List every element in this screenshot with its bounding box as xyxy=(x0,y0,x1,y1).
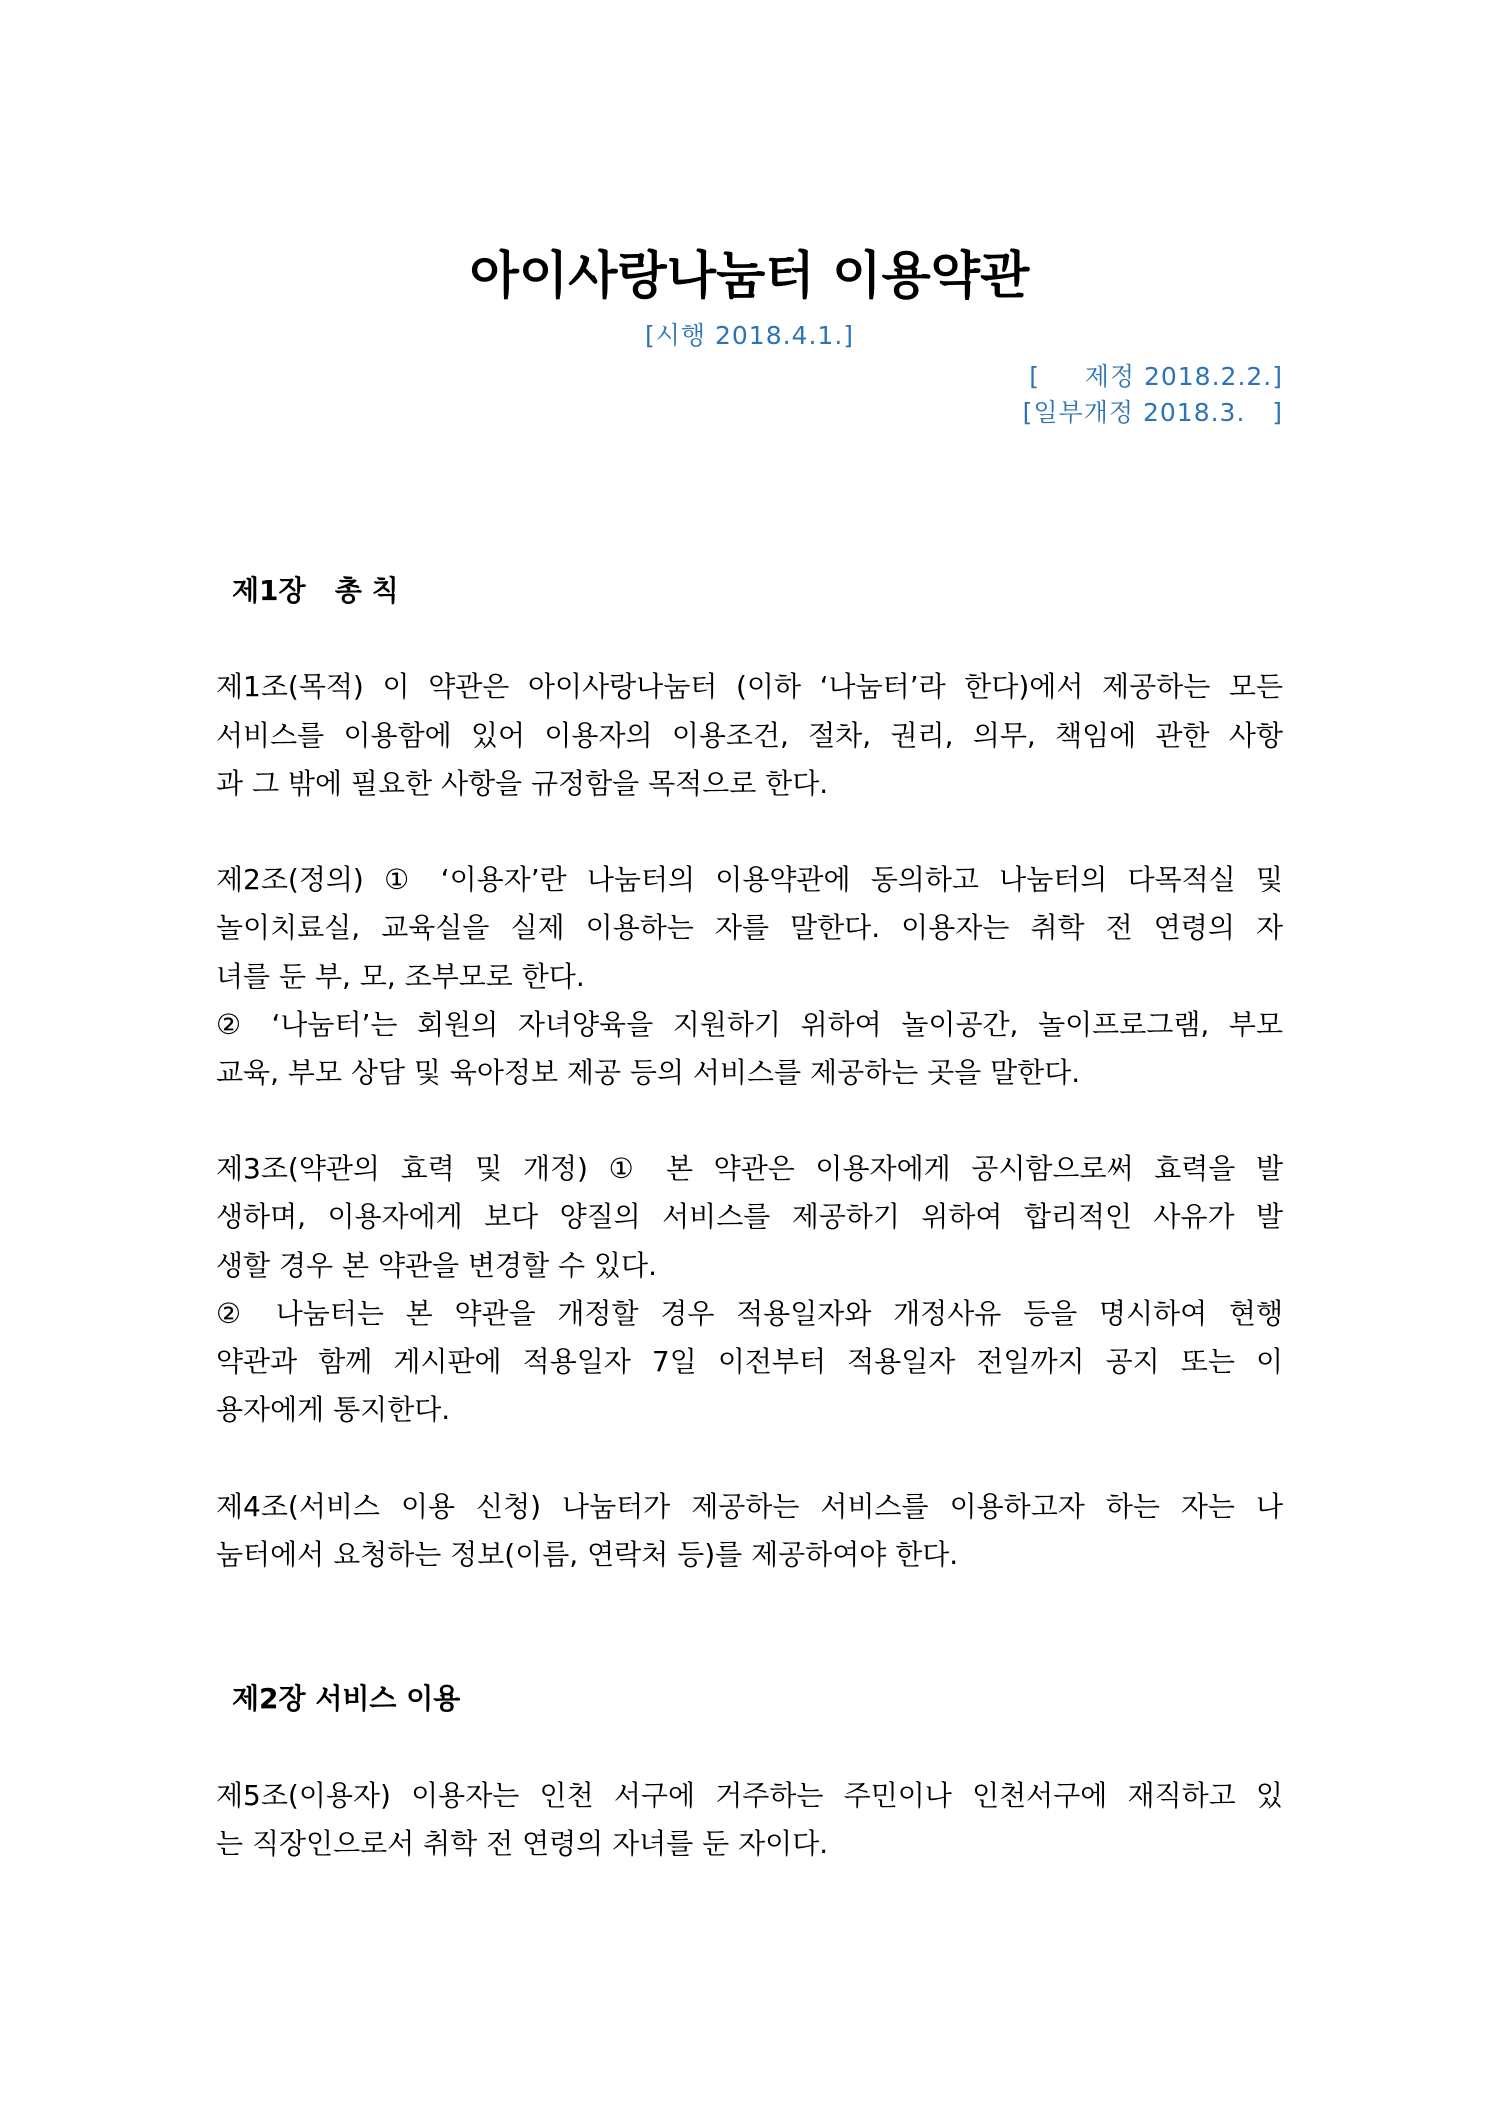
chapter-heading: 제2장 서비스 이용 xyxy=(232,1682,461,1716)
article-line: 과 그 밖에 필요한 사항을 규정함을 목적으로 한다. xyxy=(216,766,829,800)
document-title: 아이사랑나눔터 이용약관 xyxy=(469,247,1030,306)
blank-line xyxy=(216,808,1283,856)
article-line: 서비스를 이용함에 있어 이용자의 이용조건, 절차, 권리, 의무, 책임에 관한 사항 xyxy=(216,718,1283,752)
article-line: 제1조(목적) 이 약관은 아이사랑나눔터 (이하 ‘나눔터’라 한다)에서 제공하는 모든 xyxy=(216,670,1283,704)
article-line: 생할 경우 본 약관을 변경할 수 있다. xyxy=(216,1248,657,1282)
article-line: ② ‘나눔터’는 회원의 자녀양육을 지원하기 위하여 놀이공간, 놀이프로그램, 부모 xyxy=(216,1007,1283,1041)
blank-line xyxy=(216,1579,1283,1627)
enacted-date: [ 제정 2018.2.2.] xyxy=(1029,362,1283,391)
article-line: 녀를 둔 부, 모, 조부모로 한다. xyxy=(216,959,585,993)
article-line: 용자에게 통지한다. xyxy=(216,1393,451,1427)
article-line: 제2조(정의) ① ‘이용자’란 나눔터의 이용약관에 동의하고 나눔터의 다목적실 및 xyxy=(216,863,1283,897)
article-4-service-application xyxy=(216,1483,1283,1579)
article-line: 생하며, 이용자에게 보다 양질의 서비스를 제공하기 위하여 합리적인 사유가 발 xyxy=(216,1200,1283,1234)
blank-line xyxy=(216,1434,1283,1482)
amended-date: [일부개정 2018.3. ] xyxy=(1022,398,1283,427)
article-line: 제4조(서비스 이용 신청) 나눔터가 제공하는 서비스를 이용하고자 하는 자는 나 xyxy=(216,1489,1283,1523)
article-line: 약관과 함께 게시판에 적용일자 7일 이전부터 적용일자 전일까지 공지 또는 이 xyxy=(216,1345,1283,1378)
article-line: ② 나눔터는 본 약관을 개정할 경우 적용일자와 개정사유 등을 명시하여 현행 xyxy=(216,1296,1283,1330)
blank-line xyxy=(216,1627,1283,1675)
chapter-2 xyxy=(216,1675,1283,1868)
article-3-effect-and-amendment xyxy=(216,1145,1283,1434)
article-line: 제5조(이용자) 이용자는 인천 서구에 거주하는 주민이나 인천서구에 재직하고 있 xyxy=(216,1778,1283,1812)
article-line: 놀이치료실, 교육실을 실제 이용하는 자를 말한다. 이용자는 취학 전 연령의 자 xyxy=(216,911,1283,945)
article-2-definitions xyxy=(216,856,1283,1097)
document-body xyxy=(216,567,1283,1868)
article-line: 제3조(약관의 효력 및 개정) ① 본 약관은 이용자에게 공시함으로써 효력을 발 xyxy=(216,1152,1283,1186)
blank-line xyxy=(216,1097,1283,1145)
article-line: 는 직장인으로서 취학 전 연령의 자녀를 둔 자이다. xyxy=(216,1826,829,1860)
article-5-users xyxy=(216,1772,1283,1868)
article-line: 눔터에서 요청하는 정보(이름, 연락처 등)를 제공하여야 한다. xyxy=(216,1537,959,1571)
article-1-purpose xyxy=(216,663,1283,808)
effective-date: [시행 2018.4.1.] xyxy=(644,321,855,350)
chapter-1 xyxy=(216,567,1283,1579)
chapter-heading: 제1장 총 칙 xyxy=(232,574,399,607)
blank-line xyxy=(216,615,1283,663)
blank-line xyxy=(216,1724,1283,1772)
article-line: 교육, 부모 상담 및 육아정보 제공 등의 서비스를 제공하는 곳을 말한다. xyxy=(216,1055,1081,1089)
